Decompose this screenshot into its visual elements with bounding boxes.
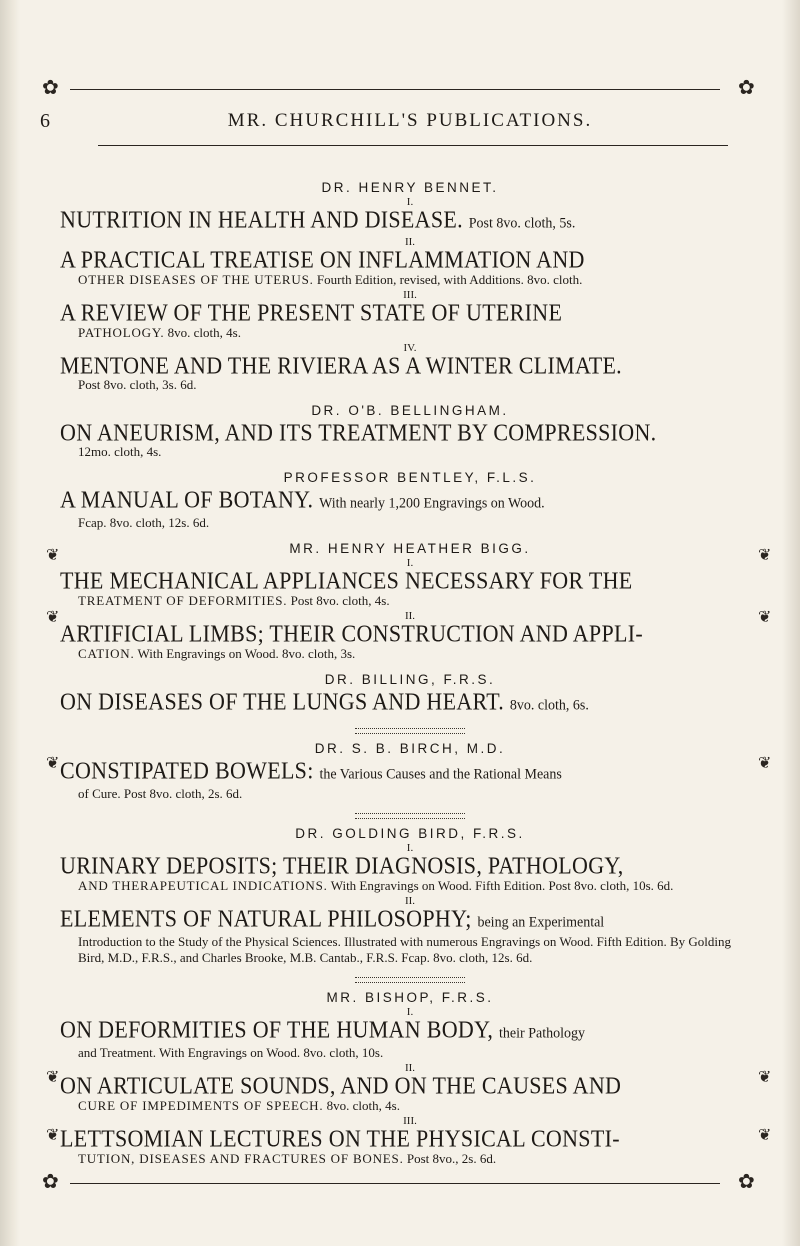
work-subtitle-caps: CURE OF IMPEDIMENTS OF SPEECH. [78,1098,324,1113]
work-title: ON ANEURISM, AND ITS TREATMENT BY COMPRESSION. [60,418,657,446]
work-title-text: NUTRITION IN HEALTH AND DISEASE. [60,205,463,233]
work-details: and Treatment. With Engravings on Wood. 8vo. cloth, 10s. [78,1045,384,1060]
author-section [60,826,760,980]
work-title-tail: the Various Causes and the Rational Means [319,766,562,783]
work-title [60,207,760,237]
author-heading: MR. HENRY HEATHER BIGG. [289,541,531,556]
work-subtitle [60,272,760,288]
side-ornament-left-5: ❦ [46,1127,60,1144]
work-numeral: I. [406,557,414,569]
side-ornament-left-2: ❦ [46,609,60,626]
author-section [60,403,760,460]
author-section [60,741,760,816]
work-numeral: II. [404,236,416,248]
work-subtitle [60,1151,760,1167]
work-title-tail: being an Experimental [477,914,605,931]
work-title-text: A MANUAL OF BOTANY. [60,485,314,513]
section-separator [60,970,760,980]
side-ornament-left-1: ❦ [46,547,60,564]
author-section [60,470,760,531]
work-details: Post 8vo. cloth, 4s. [290,593,390,608]
work-subtitle-caps: AND THERAPEUTICAL INDICATIONS. [78,878,328,893]
work-title: ON ARTICULATE SOUNDS, AND ON THE CAUSES AND [60,1071,622,1099]
author-heading: DR. GOLDING BIRD, F.R.S. [295,826,525,841]
work-title: LETTSOMIAN LECTURES ON THE PHYSICAL CONSTI- [60,1124,620,1152]
work-numeral: II. [404,1062,416,1074]
work-title [60,689,760,719]
work-title-text: ON DEFORMITIES OF THE HUMAN BODY, [60,1015,494,1043]
corner-ornament-top-left: ✿ [42,77,59,99]
corner-ornament-bottom-left: ✿ [42,1171,59,1193]
work-details: of Cure. Post 8vo. cloth, 2s. 6d. [78,786,243,801]
running-title: MR. CHURCHILL'S PUBLICATIONS. [227,110,593,131]
work-title: ARTIFICIAL LIMBS; THEIR CONSTRUCTION AND APPLI- [60,619,643,647]
side-ornament-left-3: ❦ [46,755,60,772]
work-numeral: I. [406,196,414,208]
work-title [60,487,760,517]
side-ornament-right-4: ❦ [758,1069,772,1086]
work-title-text: CONSTIPATED BOWELS: [60,756,314,784]
work-numeral: II. [404,610,416,622]
author-section [60,180,760,393]
page-gutter-right [782,0,800,1246]
page-number: 6 [40,110,50,132]
author-heading: DR. O'B. BELLINGHAM. [311,403,509,418]
work-subtitle-caps: TUTION, DISEASES AND FRACTURES OF BONES. [78,1151,404,1166]
work-details: Post 8vo. cloth, 3s. 6d. [78,377,197,392]
header-rule [98,145,728,146]
work-subtitle [60,593,760,609]
work-title-text: ELEMENTS OF NATURAL PHILOSOPHY; [60,904,472,932]
work-title: MENTONE AND THE RIVIERA AS A WINTER CLIMATE. [60,351,622,379]
work-title: A REVIEW OF THE PRESENT STATE OF UTERINE [60,298,563,326]
work-details: 8vo. cloth, 4s. [326,1098,400,1113]
work-title-text: ON DISEASES OF THE LUNGS AND HEART. [60,687,505,715]
work-subtitle-caps: OTHER DISEASES OF THE UTERUS. [78,272,314,287]
page-gutter-left [0,0,20,1246]
section-separator [60,806,760,816]
work-numeral: II. [404,895,416,907]
corner-ornament-bottom-right: ✿ [738,1171,755,1193]
work-title [60,758,760,788]
work-title-tail: their Pathology [499,1025,585,1042]
work-title-tail: 8vo. cloth, 6s. [509,697,589,714]
work-numeral: IV. [403,342,417,354]
side-ornament-left-4: ❦ [46,1069,60,1086]
author-heading: MR. BISHOP, F.R.S. [326,990,494,1005]
bottom-rule [70,1183,720,1184]
work-details: With Engravings on Wood. Fifth Edition. Post 8vo. cloth, 10s. 6d. [330,878,674,893]
work-details: 12mo. cloth, 4s. [78,444,162,459]
work-title [60,906,760,936]
work-numeral: III. [403,289,417,301]
side-ornament-right-2: ❦ [758,609,772,626]
work-details: Introduction to the Study of the Physical Sciences. Illustrated with numerous Engravings on Wood. Fifth Edition. By Golding Bird, M.D., F.R.S., and Charles Brooke, M.B. Cantab., F.R.S. Fcap. 8vo. cloth, 12s. 6d. [78,934,731,965]
work-numeral: I. [406,1006,414,1018]
author-heading: PROFESSOR BENTLEY, F.L.S. [283,470,537,485]
work-details: Fourth Edition, revised, with Additions. 8vo. cloth. [316,272,583,287]
work-numeral: III. [403,1115,417,1127]
work-numeral: I. [406,842,414,854]
side-ornament-right-5: ❦ [758,1127,772,1144]
catalogue-content [60,170,760,1167]
work-title-tail: With nearly 1,200 Engravings on Wood. [319,495,545,512]
work-title [60,1017,760,1047]
work-title: THE MECHANICAL APPLIANCES NECESSARY FOR THE [60,566,633,594]
top-rule [70,89,720,90]
work-subtitle [60,878,760,894]
work-subtitle [60,1098,760,1114]
work-subtitle-caps: TREATMENT OF DEFORMITIES. [78,593,288,608]
running-header [40,110,740,134]
work-subtitle-caps: CATION. [78,646,135,661]
author-section [60,672,760,731]
work-title-tail: Post 8vo. cloth, 5s. [468,215,576,232]
work-title: A PRACTICAL TREATISE ON INFLAMMATION AND [60,245,585,273]
author-section [60,541,760,662]
side-ornament-right-3: ❦ [758,755,772,772]
work-details: Post 8vo., 2s. 6d. [406,1151,497,1166]
work-details: Fcap. 8vo. cloth, 12s. 6d. [78,515,210,530]
section-separator [60,721,760,731]
work-subtitle-caps: PATHOLOGY. [78,325,165,340]
corner-ornament-top-right: ✿ [738,77,755,99]
work-title: URINARY DEPOSITS; THEIR DIAGNOSIS, PATHOLOGY, [60,851,624,879]
author-heading: DR. BILLING, F.R.S. [324,672,496,687]
author-section [60,990,760,1167]
author-heading: DR. S. B. BIRCH, M.D. [314,741,506,756]
work-details: 8vo. cloth, 4s. [167,325,241,340]
work-subtitle [60,646,760,662]
work-details: With Engravings on Wood. 8vo. cloth, 3s. [137,646,356,661]
work-subtitle [60,325,760,341]
author-heading: DR. HENRY BENNET. [321,180,499,195]
side-ornament-right-1: ❦ [758,547,772,564]
